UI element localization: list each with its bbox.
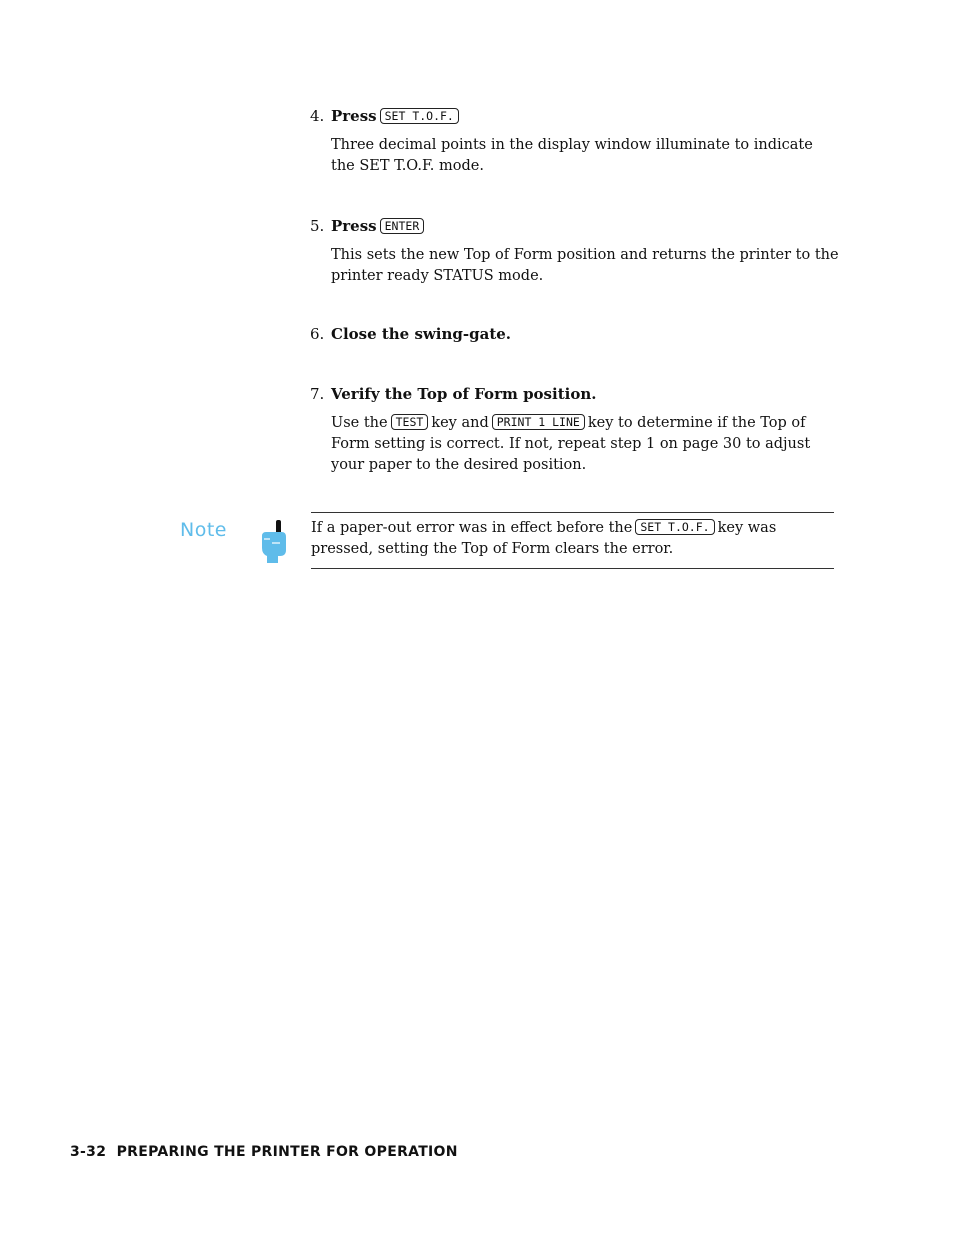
body-text: key and xyxy=(431,415,489,431)
note-text-part: If a paper-out error was in effect before the xyxy=(311,520,633,536)
step-7 xyxy=(310,384,840,476)
step-number: 7. xyxy=(310,385,325,403)
step-number: 5. xyxy=(310,217,325,235)
note-bottom-rule xyxy=(311,568,834,569)
step-4 xyxy=(310,106,840,177)
step-action: Verify the Top of Form position. xyxy=(331,385,597,403)
step-6-heading xyxy=(310,324,840,344)
set-tof-key: SET T.O.F. xyxy=(635,519,714,535)
note-label: Note xyxy=(180,519,227,541)
step-number: 4. xyxy=(310,107,325,125)
step-5 xyxy=(310,216,840,287)
step-5-body: This sets the new Top of Form position and returns the printer to the printer ready STATUS mode. xyxy=(331,247,839,284)
step-4-heading xyxy=(310,106,840,126)
page-number: 3-32 xyxy=(70,1144,107,1160)
body-text: Use the xyxy=(331,415,388,431)
note-text xyxy=(311,518,834,560)
enter-key: ENTER xyxy=(380,218,425,234)
note-text-part: key was pressed, setting the Top of Form clears the error. xyxy=(311,520,777,557)
page-footer xyxy=(70,1144,458,1160)
chapter-title: PREPARING THE PRINTER FOR OPERATION xyxy=(116,1144,458,1160)
step-6 xyxy=(310,324,840,344)
step-4-body: Three decimal points in the display window illuminate to indicate the SET T.O.F. mode. xyxy=(331,137,813,174)
step-action: Close the swing-gate. xyxy=(331,325,512,343)
set-tof-key: SET T.O.F. xyxy=(380,108,459,124)
print-1-line-key: PRINT 1 LINE xyxy=(492,414,585,430)
step-7-body xyxy=(331,413,840,476)
pointing-hand-icon xyxy=(258,520,288,564)
note-top-rule xyxy=(311,512,834,513)
step-7-heading xyxy=(310,384,840,404)
step-5-heading xyxy=(310,216,840,236)
step-number: 6. xyxy=(310,325,325,343)
step-action: Press xyxy=(331,107,377,125)
test-key: TEST xyxy=(391,414,429,430)
step-action: Press xyxy=(331,217,377,235)
body-text: key to determine if the Top of Form setting is correct. If not, repeat step 1 on page 30 to adjust your paper to the desired position. xyxy=(331,415,811,473)
